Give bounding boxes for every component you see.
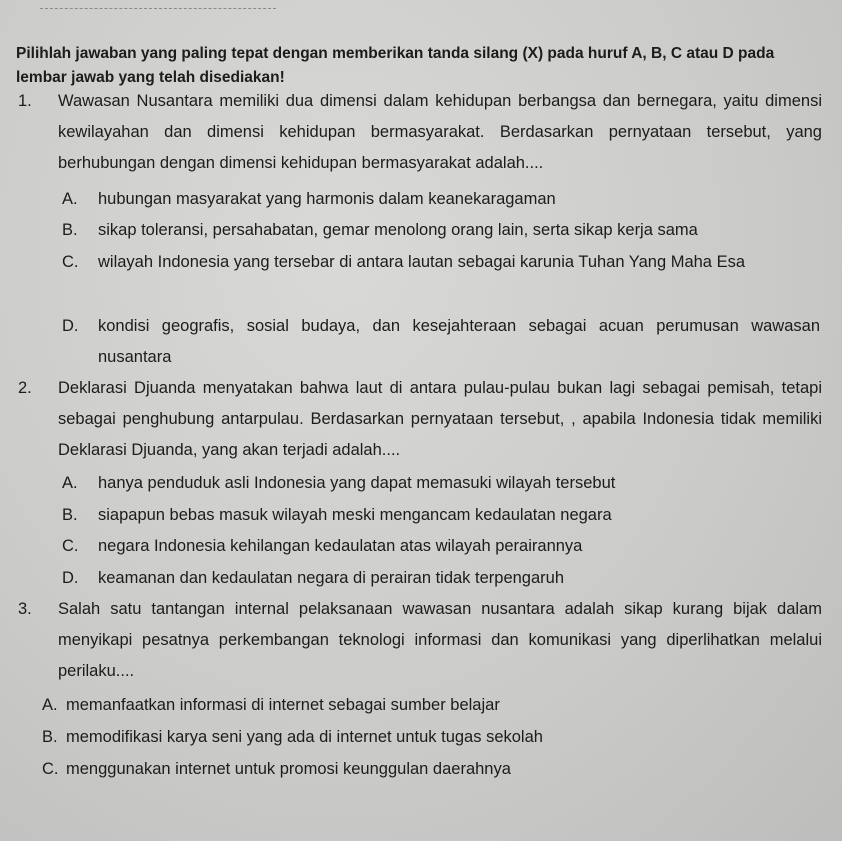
- option-text: sikap toleransi, persahabatan, gemar menolong orang lain, serta sikap kerja sama: [98, 221, 698, 239]
- option-label: A.: [62, 474, 78, 492]
- option-label: C.: [62, 537, 79, 555]
- option-text: menggunakan internet untuk promosi keunggulan daerahnya: [66, 760, 511, 778]
- option-label: C.: [62, 253, 79, 271]
- question-number: 3.: [18, 600, 32, 618]
- instruction-text: Pilihlah jawaban yang paling tepat dengan memberikan tanda silang (X) pada huruf A, B, C atau D pada lembar jawab yang telah disediakan!: [16, 45, 775, 86]
- option-label: D.: [62, 569, 79, 587]
- option-text: wilayah Indonesia yang tersebar di antara lautan sebagai karunia Tuhan Yang Maha Esa: [98, 253, 745, 271]
- option-label: B.: [62, 221, 78, 239]
- question-number: 1.: [18, 92, 32, 110]
- question-text: Salah satu tantangan internal pelaksanaan wawasan nusantara adalah sikap kurang bijak dalam menyikapi pesatnya perkembangan teknologi informasi dan komunikasi yang diperlihatkan melalui perilaku....: [58, 600, 822, 680]
- question-2: [18, 373, 824, 473]
- question-number: 2.: [18, 379, 32, 397]
- option-label: A.: [62, 190, 78, 208]
- option-label: C.: [42, 760, 59, 778]
- question-text: Wawasan Nusantara memiliki dua dimensi dalam kehidupan berbangsa dan bernegara, yaitu dimensi kewilayahan dan dimensi kehidupan bermasyarakat. Berdasarkan pernyataan tersebut, yang berhubungan dengan dimensi kehidupan bermasyarakat adalah....: [58, 92, 822, 172]
- option-text: memanfaatkan informasi di internet sebagai sumber belajar: [66, 696, 500, 714]
- option-label: B.: [62, 506, 78, 524]
- dashed-divider: [40, 8, 276, 9]
- option-text: hanya penduduk asli Indonesia yang dapat memasuki wilayah tersebut: [98, 474, 616, 492]
- option-text: negara Indonesia kehilangan kedaulatan atas wilayah perairannya: [98, 537, 583, 555]
- option-label: D.: [62, 317, 79, 335]
- option-text: kondisi geografis, sosial budaya, dan kesejahteraan sebagai acuan perumusan wawasan nusantara: [98, 317, 820, 366]
- option-text: keamanan dan kedaulatan negara di perairan tidak terpengaruh: [98, 569, 565, 587]
- option-text: siapapun bebas masuk wilayah meski mengancam kedaulatan negara: [98, 506, 612, 524]
- option-label: A.: [42, 696, 58, 714]
- question-3: [18, 594, 824, 694]
- option-text: memodifikasi karya seni yang ada di internet untuk tugas sekolah: [66, 728, 543, 746]
- option-label: B.: [42, 728, 58, 746]
- question-text: Deklarasi Djuanda menyatakan bahwa laut di antara pulau-pulau bukan lagi sebagai pemisah, tetapi sebagai penghubung antarpulau. Berdasarkan pernyataan tersebut, , apabila Indonesia tidak memiliki Deklarasi Djuanda, yang akan terjadi adalah....: [58, 379, 822, 459]
- option-text: hubungan masyarakat yang harmonis dalam keanekaragaman: [98, 190, 556, 208]
- question-1: [18, 86, 824, 186]
